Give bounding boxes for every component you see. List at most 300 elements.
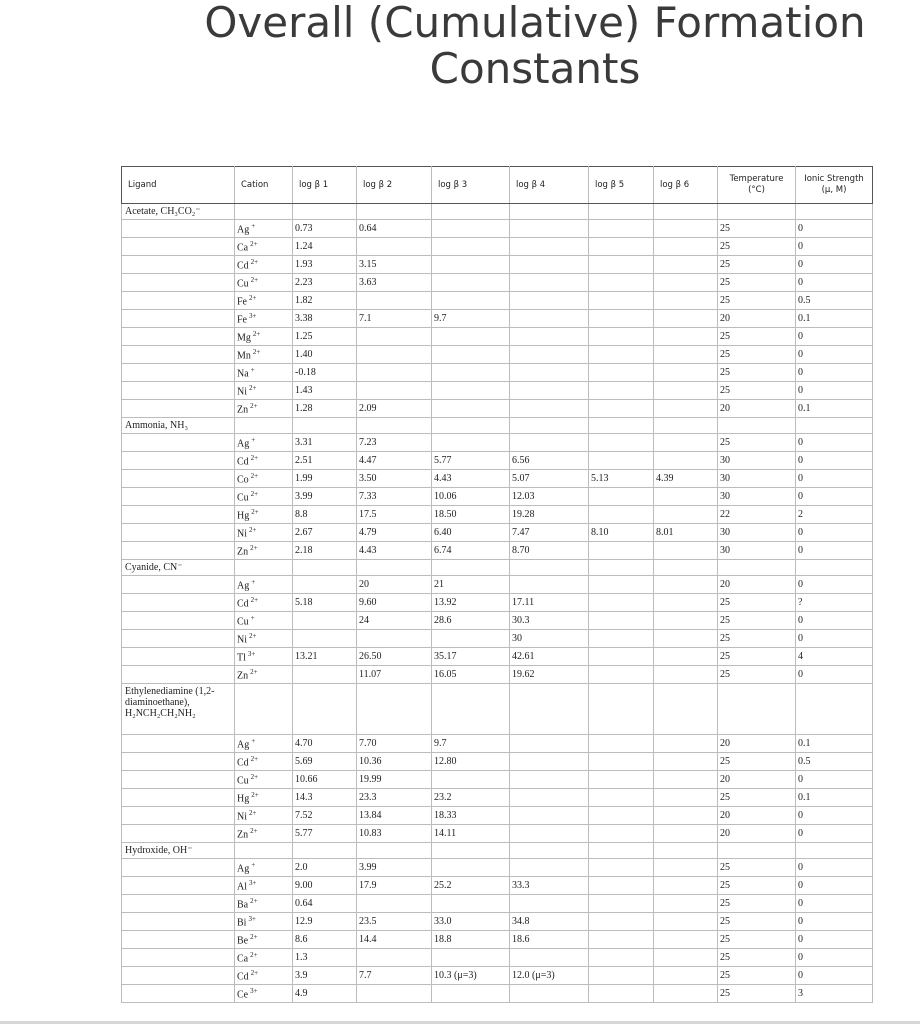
cation-symbol: Zn [237, 829, 249, 841]
log-beta-3-cell: 12.80 [432, 753, 510, 771]
empty-cell [718, 204, 796, 220]
cation-charge: 2+ [249, 631, 257, 640]
table-row [122, 470, 873, 488]
empty-cell [510, 418, 589, 434]
ligand-blank-cell [122, 452, 235, 470]
temperature-cell: 22 [718, 506, 796, 524]
empty-cell [718, 418, 796, 434]
ligand-blank-cell [122, 488, 235, 506]
log-beta-6-cell [654, 310, 718, 328]
log-beta-2-cell: 4.43 [357, 542, 432, 560]
cation-cell [235, 382, 293, 400]
log-beta-1-cell: 1.25 [293, 328, 357, 346]
empty-cell [432, 204, 510, 220]
temperature-cell: 25 [718, 913, 796, 931]
ionic-strength-cell: 0 [796, 542, 873, 560]
log-beta-2-cell [357, 895, 432, 913]
empty-cell [432, 418, 510, 434]
table-row [122, 292, 873, 310]
table-row [122, 400, 873, 418]
cation-charge: 2+ [252, 347, 261, 356]
log-beta-6-cell [654, 931, 718, 949]
temperature-cell: 20 [718, 400, 796, 418]
log-beta-2-cell: 7.70 [357, 735, 432, 753]
ligand-blank-cell [122, 274, 235, 292]
temperature-cell: 25 [718, 895, 796, 913]
cation-cell [235, 346, 293, 364]
log-beta-6-cell [654, 434, 718, 452]
table-row [122, 789, 873, 807]
log-beta-3-cell: 23.2 [432, 789, 510, 807]
log-beta-4-cell [510, 753, 589, 771]
cation-cell [235, 238, 293, 256]
cation-symbol: Cd [237, 598, 249, 610]
cation-cell [235, 256, 293, 274]
header-ionic-strength: Ionic Strength (μ, M) [796, 167, 873, 204]
log-beta-1-cell: 14.3 [293, 789, 357, 807]
log-beta-5-cell: 8.10 [589, 524, 654, 542]
cation-symbol: Mg [237, 332, 251, 344]
table-row [122, 256, 873, 274]
cation-cell [235, 364, 293, 382]
cation-cell [235, 292, 293, 310]
temperature-cell: 25 [718, 949, 796, 967]
log-beta-4-cell [510, 807, 589, 825]
log-beta-5-cell [589, 949, 654, 967]
cation-cell [235, 452, 293, 470]
log-beta-4-cell: 17.11 [510, 594, 589, 612]
log-beta-3-cell: 21 [432, 576, 510, 594]
table-row [122, 434, 873, 452]
log-beta-6-cell [654, 576, 718, 594]
log-beta-3-cell [432, 985, 510, 1003]
table-row [122, 328, 873, 346]
temperature-cell: 25 [718, 859, 796, 877]
log-beta-6-cell [654, 328, 718, 346]
log-beta-3-cell [432, 364, 510, 382]
cation-symbol: Cu [237, 278, 249, 290]
cation-cell [235, 735, 293, 753]
log-beta-2-cell: 4.47 [357, 452, 432, 470]
ionic-strength-cell: 0 [796, 771, 873, 789]
ligand-row [122, 684, 873, 735]
log-beta-1-cell: 1.93 [293, 256, 357, 274]
log-beta-5-cell [589, 310, 654, 328]
temperature-cell: 25 [718, 220, 796, 238]
ligand-blank-cell [122, 630, 235, 648]
log-beta-5-cell [589, 877, 654, 895]
ligand-blank-cell [122, 931, 235, 949]
cation-cell [235, 648, 293, 666]
log-beta-4-cell: 7.47 [510, 524, 589, 542]
log-beta-4-cell [510, 789, 589, 807]
ionic-strength-cell: 0 [796, 256, 873, 274]
ligand-blank-cell [122, 220, 235, 238]
table-row [122, 949, 873, 967]
temperature-cell: 20 [718, 807, 796, 825]
ionic-strength-cell: 0 [796, 807, 873, 825]
log-beta-5-cell [589, 346, 654, 364]
temperature-cell: 25 [718, 274, 796, 292]
ligand-blank-cell [122, 382, 235, 400]
cation-cell [235, 931, 293, 949]
ligand-blank-cell [122, 859, 235, 877]
log-beta-1-cell: 9.00 [293, 877, 357, 895]
cation-charge: 2+ [250, 595, 259, 604]
log-beta-2-cell [357, 364, 432, 382]
ionic-strength-cell: 0 [796, 859, 873, 877]
cation-symbol: Cu [237, 492, 249, 504]
log-beta-6-cell [654, 913, 718, 931]
cation-charge: 2+ [250, 543, 258, 552]
temperature-cell: 25 [718, 594, 796, 612]
empty-cell [718, 560, 796, 576]
ligand-row [122, 418, 873, 434]
ligand-row [122, 843, 873, 859]
table-row [122, 346, 873, 364]
log-beta-4-cell [510, 328, 589, 346]
temperature-cell: 25 [718, 648, 796, 666]
log-beta-2-cell [357, 292, 432, 310]
log-beta-1-cell: 8.6 [293, 931, 357, 949]
temperature-cell: 25 [718, 931, 796, 949]
cation-charge: 2+ [250, 401, 258, 410]
cation-charge: 2+ [251, 507, 259, 516]
header-log-beta-4: log β 4 [510, 167, 589, 204]
cation-charge: 3+ [250, 986, 258, 995]
log-beta-2-cell: 7.1 [357, 310, 432, 328]
temperature-cell: 25 [718, 967, 796, 985]
ionic-strength-cell: 0 [796, 967, 873, 985]
log-beta-4-cell: 34.8 [510, 913, 589, 931]
temperature-cell: 25 [718, 612, 796, 630]
log-beta-5-cell [589, 506, 654, 524]
log-beta-2-cell: 3.15 [357, 256, 432, 274]
temperature-cell: 20 [718, 771, 796, 789]
log-beta-3-cell [432, 292, 510, 310]
log-beta-6-cell [654, 274, 718, 292]
ionic-strength-cell: 0 [796, 434, 873, 452]
log-beta-4-cell [510, 434, 589, 452]
log-beta-2-cell: 11.07 [357, 666, 432, 684]
log-beta-5-cell [589, 382, 654, 400]
ionic-strength-cell: 0 [796, 630, 873, 648]
log-beta-4-cell: 6.56 [510, 452, 589, 470]
empty-cell [510, 560, 589, 576]
log-beta-3-cell [432, 949, 510, 967]
log-beta-3-cell: 18.8 [432, 931, 510, 949]
log-beta-6-cell [654, 452, 718, 470]
table-row [122, 985, 873, 1003]
log-beta-2-cell: 7.23 [357, 434, 432, 452]
ligand-row [122, 204, 873, 220]
cation-cell [235, 310, 293, 328]
cation-symbol: Fe [237, 296, 247, 308]
ligand-name: Cyanide, CN⁻ [122, 560, 235, 576]
temperature-cell: 25 [718, 630, 796, 648]
log-beta-1-cell: 5.69 [293, 753, 357, 771]
ligand-blank-cell [122, 346, 235, 364]
ionic-strength-cell: 0 [796, 576, 873, 594]
cation-symbol: Zn [237, 404, 249, 416]
log-beta-2-cell: 3.50 [357, 470, 432, 488]
cation-cell [235, 524, 293, 542]
cation-symbol: Tl [237, 652, 246, 664]
table-row [122, 238, 873, 256]
temperature-cell: 30 [718, 542, 796, 560]
table-row [122, 488, 873, 506]
ionic-strength-cell: 0 [796, 364, 873, 382]
log-beta-5-cell [589, 931, 654, 949]
log-beta-1-cell: 4.70 [293, 735, 357, 753]
ligand-blank-cell [122, 877, 235, 895]
log-beta-1-cell: 5.77 [293, 825, 357, 843]
cation-cell [235, 771, 293, 789]
temperature-cell: 25 [718, 256, 796, 274]
table-row [122, 807, 873, 825]
log-beta-3-cell [432, 256, 510, 274]
ligand-blank-cell [122, 648, 235, 666]
log-beta-2-cell: 17.5 [357, 506, 432, 524]
log-beta-1-cell [293, 666, 357, 684]
ionic-strength-cell: 4 [796, 648, 873, 666]
log-beta-2-cell: 26.50 [357, 648, 432, 666]
log-beta-5-cell [589, 292, 654, 310]
table-body [122, 204, 873, 1003]
log-beta-1-cell: 7.52 [293, 807, 357, 825]
cation-symbol: Ag [237, 438, 250, 450]
ionic-strength-cell: 0 [796, 488, 873, 506]
log-beta-2-cell: 24 [357, 612, 432, 630]
log-beta-2-cell [357, 238, 432, 256]
table-row [122, 576, 873, 594]
cation-cell [235, 488, 293, 506]
ionic-strength-cell: 0 [796, 238, 873, 256]
cation-charge: + [251, 860, 256, 869]
ionic-strength-cell: 0 [796, 524, 873, 542]
log-beta-4-cell [510, 949, 589, 967]
log-beta-1-cell: 1.24 [293, 238, 357, 256]
cation-cell [235, 877, 293, 895]
ligand-blank-cell [122, 967, 235, 985]
cation-cell [235, 949, 293, 967]
log-beta-6-cell [654, 648, 718, 666]
log-beta-3-cell [432, 220, 510, 238]
header-row [122, 167, 873, 204]
log-beta-6-cell [654, 666, 718, 684]
header-log-beta-1: log β 1 [293, 167, 357, 204]
ionic-strength-cell: 3 [796, 985, 873, 1003]
log-beta-3-cell: 4.43 [432, 470, 510, 488]
ionic-strength-cell: 0 [796, 612, 873, 630]
ligand-blank-cell [122, 771, 235, 789]
empty-cell [235, 843, 293, 859]
log-beta-6-cell [654, 292, 718, 310]
log-beta-5-cell [589, 630, 654, 648]
cation-symbol: Na [237, 368, 249, 380]
log-beta-5-cell [589, 859, 654, 877]
log-beta-3-cell: 18.33 [432, 807, 510, 825]
log-beta-1-cell: 1.28 [293, 400, 357, 418]
header-ligand: Ligand [122, 167, 235, 204]
ionic-strength-cell: 0.1 [796, 400, 873, 418]
ligand-blank-cell [122, 666, 235, 684]
log-beta-2-cell: 10.83 [357, 825, 432, 843]
ionic-strength-cell: 0 [796, 328, 873, 346]
log-beta-3-cell [432, 238, 510, 256]
log-beta-4-cell: 30.3 [510, 612, 589, 630]
cation-symbol: Hg [237, 793, 250, 805]
ligand-blank-cell [122, 594, 235, 612]
empty-cell [235, 684, 293, 735]
cation-symbol: Cd [237, 260, 249, 272]
log-beta-1-cell: 1.3 [293, 949, 357, 967]
ligand-blank-cell [122, 789, 235, 807]
empty-cell [718, 684, 796, 735]
ionic-strength-cell: 0.1 [796, 789, 873, 807]
log-beta-2-cell: 10.36 [357, 753, 432, 771]
cation-cell [235, 542, 293, 560]
empty-cell [510, 684, 589, 735]
ionic-strength-cell: 0 [796, 825, 873, 843]
cation-symbol: Ca [237, 953, 249, 965]
cation-charge: 2+ [250, 453, 259, 462]
cation-charge: + [250, 365, 255, 374]
cation-charge: 2+ [249, 383, 257, 392]
cation-symbol: Ag [237, 739, 250, 751]
ligand-blank-cell [122, 524, 235, 542]
temperature-cell: 20 [718, 576, 796, 594]
log-beta-2-cell [357, 382, 432, 400]
log-beta-1-cell: 13.21 [293, 648, 357, 666]
empty-cell [796, 204, 873, 220]
cation-symbol: Cu [237, 775, 249, 787]
log-beta-4-cell [510, 364, 589, 382]
log-beta-1-cell: 2.0 [293, 859, 357, 877]
page-title [0, 0, 920, 92]
log-beta-3-cell: 35.17 [432, 648, 510, 666]
log-beta-1-cell: 2.51 [293, 452, 357, 470]
log-beta-3-cell: 9.7 [432, 735, 510, 753]
cation-charge: + [251, 577, 256, 586]
cation-charge: 3+ [249, 311, 257, 320]
ligand-blank-cell [122, 256, 235, 274]
header-cation: Cation [235, 167, 293, 204]
cation-cell [235, 985, 293, 1003]
ionic-strength-cell: 2 [796, 506, 873, 524]
log-beta-1-cell: 2.18 [293, 542, 357, 560]
log-beta-5-cell [589, 400, 654, 418]
empty-cell [654, 560, 718, 576]
log-beta-2-cell: 23.5 [357, 913, 432, 931]
ligand-blank-cell [122, 328, 235, 346]
log-beta-4-cell [510, 859, 589, 877]
log-beta-2-cell: 20 [357, 576, 432, 594]
ligand-name: Ammonia, NH₃ [122, 418, 235, 434]
ligand-blank-cell [122, 895, 235, 913]
empty-cell [654, 418, 718, 434]
table-row [122, 542, 873, 560]
ligand-blank-cell [122, 735, 235, 753]
empty-cell [654, 684, 718, 735]
log-beta-2-cell [357, 985, 432, 1003]
log-beta-6-cell [654, 400, 718, 418]
cation-cell [235, 895, 293, 913]
table-row [122, 524, 873, 542]
cation-cell [235, 576, 293, 594]
empty-cell [357, 204, 432, 220]
log-beta-3-cell [432, 346, 510, 364]
table-row [122, 753, 873, 771]
cation-charge: 2+ [250, 950, 258, 959]
log-beta-6-cell [654, 967, 718, 985]
page-title-line-2: Constants [429, 44, 641, 93]
temperature-cell: 25 [718, 238, 796, 256]
cation-charge: + [251, 221, 256, 230]
cation-charge: + [251, 435, 256, 444]
log-beta-5-cell [589, 612, 654, 630]
log-beta-2-cell: 19.99 [357, 771, 432, 789]
log-beta-1-cell [293, 612, 357, 630]
log-beta-2-cell: 9.60 [357, 594, 432, 612]
log-beta-6-cell [654, 612, 718, 630]
log-beta-3-cell: 18.50 [432, 506, 510, 524]
log-beta-6-cell [654, 789, 718, 807]
log-beta-2-cell [357, 346, 432, 364]
header-log-beta-5: log β 5 [589, 167, 654, 204]
empty-cell [796, 684, 873, 735]
log-beta-5-cell [589, 488, 654, 506]
log-beta-5-cell [589, 594, 654, 612]
cation-symbol: Co [237, 474, 249, 486]
ligand-name: Hydroxide, OH⁻ [122, 843, 235, 859]
ionic-strength-cell: 0 [796, 895, 873, 913]
table-row [122, 594, 873, 612]
log-beta-4-cell: 30 [510, 630, 589, 648]
formation-constants-table [121, 166, 873, 1003]
ligand-blank-cell [122, 434, 235, 452]
temperature-cell: 25 [718, 292, 796, 310]
cation-cell [235, 594, 293, 612]
temperature-cell: 25 [718, 328, 796, 346]
log-beta-5-cell [589, 452, 654, 470]
cation-charge: + [251, 736, 256, 745]
cation-charge: 2+ [249, 808, 257, 817]
cation-symbol: Zn [237, 546, 249, 558]
log-beta-2-cell: 17.9 [357, 877, 432, 895]
log-beta-6-cell [654, 488, 718, 506]
ionic-strength-cell: 0 [796, 470, 873, 488]
header-log-beta-2: log β 2 [357, 167, 432, 204]
cation-cell [235, 753, 293, 771]
log-beta-3-cell [432, 771, 510, 789]
cation-cell [235, 967, 293, 985]
ligand-blank-cell [122, 576, 235, 594]
cation-symbol: Ca [237, 242, 249, 254]
log-beta-5-cell [589, 434, 654, 452]
log-beta-4-cell [510, 895, 589, 913]
log-beta-3-cell [432, 895, 510, 913]
cation-charge: 2+ [250, 275, 259, 284]
log-beta-4-cell: 33.3 [510, 877, 589, 895]
log-beta-4-cell: 5.07 [510, 470, 589, 488]
ligand-blank-cell [122, 506, 235, 524]
log-beta-1-cell: 1.43 [293, 382, 357, 400]
table-row [122, 913, 873, 931]
cation-cell [235, 220, 293, 238]
log-beta-3-cell: 6.74 [432, 542, 510, 560]
log-beta-4-cell [510, 382, 589, 400]
